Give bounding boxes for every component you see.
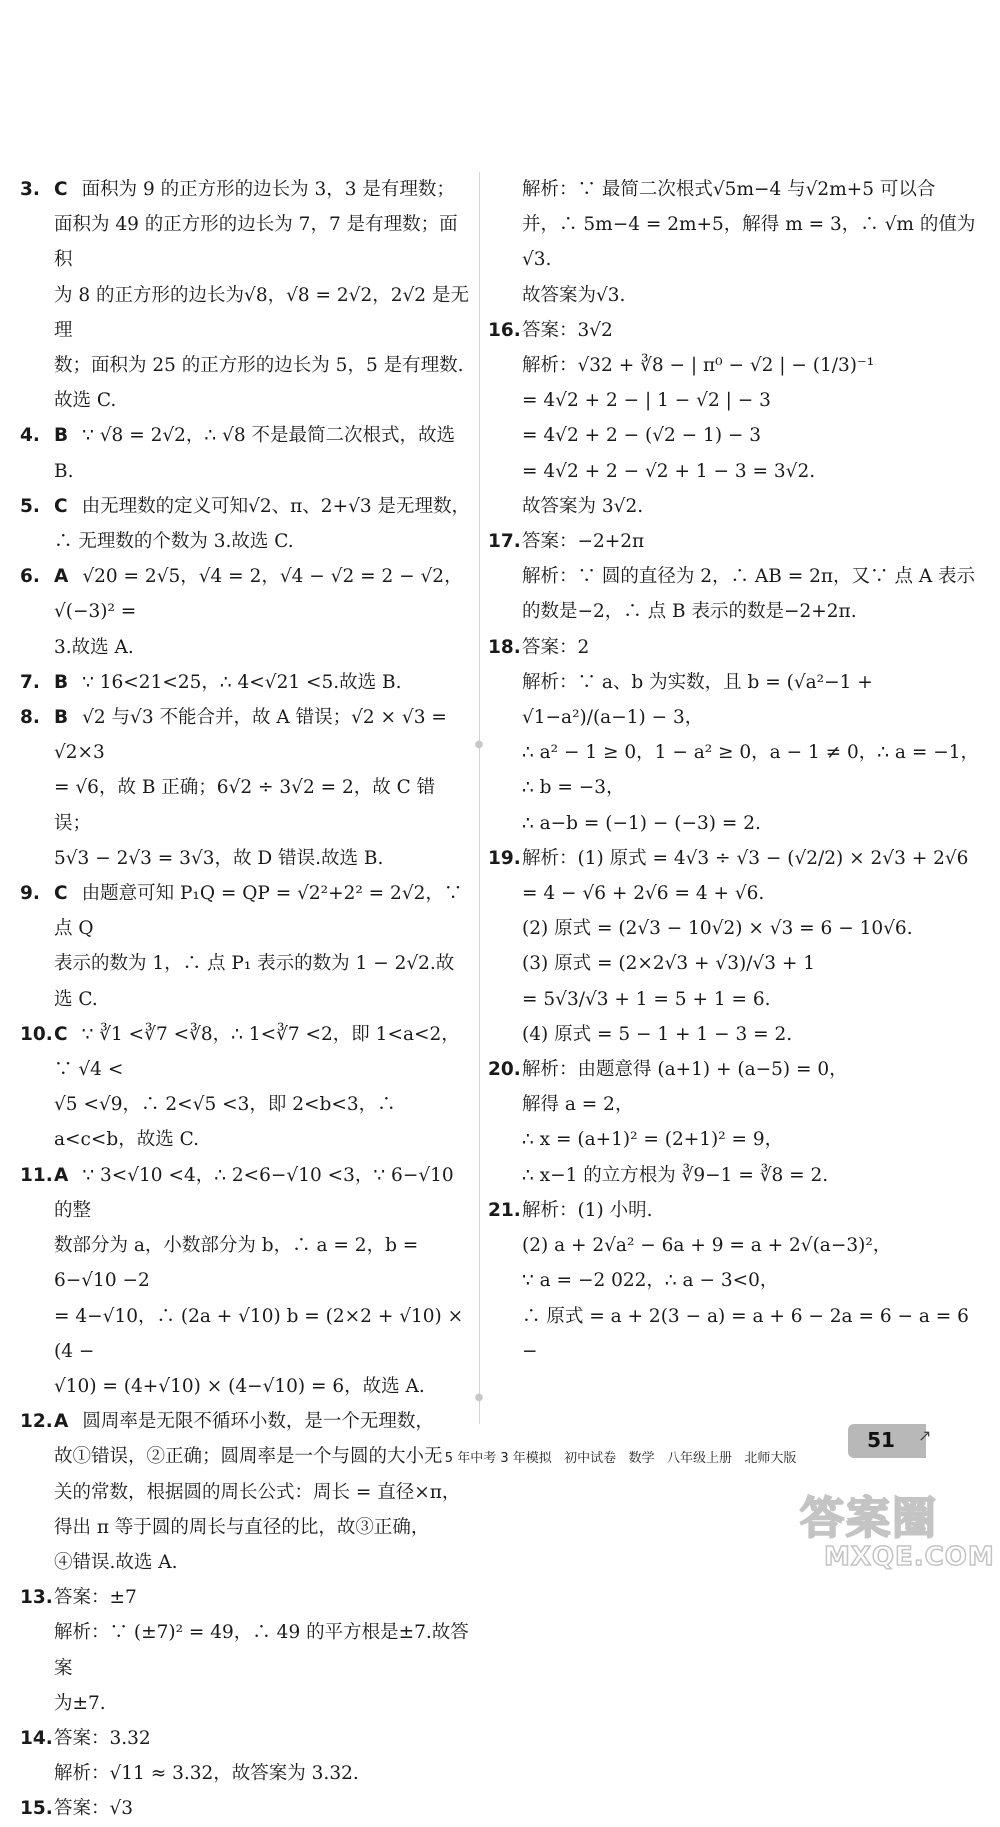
solution-line: ④错误.故选 A. <box>54 1551 178 1573</box>
solution-line: 故答案为 3√2. <box>522 495 644 517</box>
answer-choice: B <box>54 707 69 729</box>
solution-line: = 4√2 + 2 − (√2 − 1) − 3 <box>522 425 762 447</box>
solution-line: ∵ 16<21<25，∴ 4<√21 <5.故选 B. <box>82 671 402 693</box>
footer-subject: 数学 <box>628 1451 655 1466</box>
solution-line: 得出 π 等于圆的周长与直径的比，故③正确， <box>54 1516 430 1538</box>
solution-line: (4) 原式 = 5 − 1 + 1 − 3 = 2. <box>522 1023 793 1045</box>
divider-mark: ● <box>474 1392 484 1403</box>
solution-line: 答案：−2+2π <box>522 531 645 553</box>
solution-line: 答案：3.32 <box>54 1727 151 1749</box>
question-item <box>20 1580 470 1615</box>
solution-line: (2) a + 2√a² − 6a + 9 = a + 2√(a−3)²， <box>522 1235 892 1257</box>
divider-mark: ● <box>474 739 484 750</box>
solution-line: ∴ 无理数的个数为 3.故选 C. <box>54 531 294 553</box>
solution-line: 答案：±7 <box>54 1587 137 1609</box>
question-item <box>488 841 980 876</box>
answer-choice: C <box>54 495 68 517</box>
question-number: 8. <box>20 707 40 729</box>
solution-line: 为 8 的正方形的边长为√8，√8 = 2√2，2√2 是无理 <box>54 284 469 341</box>
question-item <box>20 489 470 524</box>
solution-line: √20 = 2√5，√4 = 2，√4 − √2 = 2 − √2，√(−3)² = <box>54 566 463 623</box>
solution-line: 面积为 49 的正方形的边长为 7，7 是有理数；面积 <box>54 214 458 271</box>
question-number: 6. <box>20 566 40 588</box>
answer-choice: B <box>54 671 69 693</box>
solution-line: = 4√2 + 2 − √2 + 1 − 3 = 3√2. <box>522 460 816 482</box>
solution-line: √2 与√3 不能合并，故 A 错误；√2 × √3 = √2×3 <box>54 707 453 764</box>
left-column <box>20 172 470 1827</box>
footer-book-info <box>420 1432 796 1481</box>
question-item <box>488 313 980 348</box>
question-number: 16. <box>488 319 521 341</box>
solution-line: = 4−√10，∴ (2a + √10) b = (2×2 + √10) × (4 − <box>54 1305 470 1362</box>
watermark-top: 答案圈 <box>800 1493 938 1544</box>
question-number: 5. <box>20 495 40 517</box>
question-item <box>20 1721 470 1756</box>
page-curl-icon: ↗ <box>918 1426 932 1445</box>
solution-line: ∴ a−b = (−1) − (−3) = 2. <box>522 812 761 834</box>
solution-line: 解析：∵ 圆的直径为 2，∴ AB = 2π，又∵ 点 A 表示 <box>522 566 976 588</box>
solution-line: 解析：√11 ≈ 3.32，故答案为 3.32. <box>54 1763 359 1785</box>
solution-line: ∵ a = −2 022，∴ a − 3<0， <box>522 1270 779 1292</box>
answer-choice: A <box>54 566 69 588</box>
solution-line: = √6，故 B 正确；6√2 ÷ 3√2 = 2，故 C 错误； <box>54 777 436 834</box>
question-item <box>20 559 470 629</box>
solution-line: ∴ x = (a+1)² = (2+1)² = 9， <box>522 1129 784 1151</box>
solution-line: ∴ x−1 的立方根为 ∛9−1 = ∛8 = 2. <box>522 1164 829 1186</box>
solution-line: 表示的数为 1，∴ 点 P₁ 表示的数为 1 − 2√2.故 <box>54 953 455 975</box>
solution-line: 3.故选 A. <box>54 636 134 658</box>
question-number: 17. <box>488 531 521 553</box>
question-number: 12. <box>20 1411 53 1433</box>
site-watermark-logo <box>784 1482 995 1594</box>
question-item <box>20 700 470 770</box>
answer-choice: A <box>54 1164 69 1186</box>
question-number: 14. <box>20 1727 53 1749</box>
question-number: 13. <box>20 1587 53 1609</box>
question-number: 7. <box>20 671 40 693</box>
solution-line: ∵ 3<√10 <4，∴ 2<6−√10 <3，∵ 6−√10 的整 <box>54 1164 460 1221</box>
solution-line: 由题意可知 P₁Q = QP = √2²+2² = 2√2，∵ 点 Q <box>54 883 469 940</box>
question-number: 4. <box>20 425 40 447</box>
solution-line: ∵ √8 = 2√2，∴ √8 不是最简二次根式，故选 B. <box>54 425 461 482</box>
answer-choice: C <box>54 883 68 905</box>
solution-line: 故①错误，②正确；圆周率是一个与圆的大小无 <box>54 1446 443 1468</box>
solution-line: 答案：3√2 <box>522 319 613 341</box>
page-footer <box>420 1424 980 1466</box>
solution-line: 解析：∵ 最简二次根式√5m−4 与√2m+5 可以合 <box>522 179 936 200</box>
solution-line: 答案：2 <box>522 636 590 658</box>
right-column <box>488 172 980 1369</box>
question-item <box>20 876 470 946</box>
solution-line: 解析：(1) 小明. <box>522 1199 653 1221</box>
solution-line: 关的常数，根据圆的周长公式：周长 = 直径×π， <box>54 1481 461 1503</box>
watermark-bottom: MXQE.COM <box>824 1542 995 1572</box>
footer-type: 初中试卷 <box>564 1451 617 1466</box>
solution-line: 答案：√3 <box>54 1798 134 1820</box>
answer-choice: B <box>54 425 69 447</box>
solution-line: 数部分为 a，小数部分为 b，∴ a = 2，b = 6−√10 −2 <box>54 1235 425 1292</box>
answer-choice: C <box>54 179 68 200</box>
solution-line: 选 C. <box>54 988 98 1010</box>
solution-line: ∴ a² − 1 ≥ 0，1 − a² ≥ 0，a − 1 ≠ 0，∴ a = −1，∴ b = −3， <box>522 742 979 799</box>
question-number: 20. <box>488 1059 521 1081</box>
question-number: 11. <box>20 1164 53 1186</box>
answer-choice: C <box>54 1023 68 1045</box>
solution-line: 解析：由题意得 (a+1) + (a−5) = 0， <box>522 1059 848 1081</box>
page-number: 51 <box>867 1428 895 1452</box>
footer-grade: 八年级上册 <box>667 1451 733 1466</box>
solution-line: 为±7. <box>54 1692 106 1714</box>
solution-line: 的数是−2，∴ 点 B 表示的数是−2+2π. <box>522 601 857 623</box>
question-number: 21. <box>488 1199 521 1221</box>
solution-line: 5√3 − 2√3 = 3√3，故 D 错误.故选 B. <box>54 847 384 869</box>
footer-edition: 北师大版 <box>744 1451 797 1466</box>
solution-line: 数；面积为 25 的正方形的边长为 5，5 是有理数. <box>54 355 464 377</box>
question-number: 3. <box>20 179 40 200</box>
question-item <box>20 1158 470 1228</box>
question-item <box>20 1017 470 1087</box>
question-number: 19. <box>488 847 521 869</box>
solution-line: 面积为 9 的正方形的边长为 3，3 是有理数； <box>81 179 455 200</box>
question-item <box>20 418 470 488</box>
solution-line: ∴ 原式 = a + 2(3 − a) = a + 6 − 2a = 6 − a = 6 − <box>522 1305 975 1362</box>
question-item <box>20 1404 470 1439</box>
solution-line: 故选 C. <box>54 390 117 412</box>
solution-line: 圆周率是无限不循环小数，是一个无理数， <box>82 1411 434 1433</box>
solution-line: 并，∴ 5m−4 = 2m+5，解得 m = 3，∴ √m 的值为√3. <box>522 214 976 271</box>
solution-line: (3) 原式 = (2×2√3 + √3)/√3 + 1 <box>522 953 816 975</box>
question-number: 15. <box>20 1798 53 1820</box>
solution-line: 解析：∵ (±7)² = 49，∴ 49 的平方根是±7.故答案 <box>54 1622 469 1679</box>
solution-line: ∵ ∛1 <∛7 <∛8，∴ 1<∛7 <2，即 1<a<2，∵ √4 < <box>54 1023 460 1081</box>
solution-line: 故答案为√3. <box>522 284 626 306</box>
solution-line: = 5√3/√3 + 1 = 5 + 1 = 6. <box>522 988 771 1010</box>
question-item <box>20 172 470 207</box>
question-item <box>488 630 980 665</box>
solution-line: = 4 − √6 + 2√6 = 4 + √6. <box>522 883 765 905</box>
solution-line: 解得 a = 2， <box>522 1094 634 1116</box>
question-item <box>488 1193 980 1228</box>
question-number: 9. <box>20 883 40 905</box>
question-item <box>20 1791 470 1826</box>
question-number: 10. <box>20 1023 53 1045</box>
column-divider <box>479 172 480 1424</box>
question-item <box>488 524 980 559</box>
solution-line: 解析：√32 + ∛8 − | π⁰ − √2 | − (1/3)⁻¹ <box>522 355 875 377</box>
answer-choice: A <box>54 1411 69 1433</box>
solution-line: = 4√2 + 2 − | 1 − √2 | − 3 <box>522 390 771 412</box>
solution-line: √10) = (4+√10) × (4−√10) = 6，故选 A. <box>54 1375 425 1397</box>
solution-line: 解析：∵ a、b 为实数，且 b = (√a²−1 + √1−a²)/(a−1) − 3， <box>522 671 879 729</box>
question-number: 18. <box>488 636 521 658</box>
solution-line: 解析：(1) 原式 = 4√3 ÷ √3 − (√2/2) × 2√3 + 2√6 <box>522 847 969 869</box>
solution-line: √5 <√9，∴ 2<√5 <3，即 2<b<3，∴ a<c<b，故选 C. <box>54 1094 402 1151</box>
question-item <box>20 665 470 700</box>
footer-series: 5 年中考 3 年模拟 <box>444 1451 552 1466</box>
question-item <box>488 1052 980 1087</box>
solution-line: 由无理数的定义可知√2、π、2+√3 是无理数， <box>81 495 471 517</box>
solution-line: (2) 原式 = (2√3 − 10√2) × √3 = 6 − 10√6. <box>522 918 913 940</box>
